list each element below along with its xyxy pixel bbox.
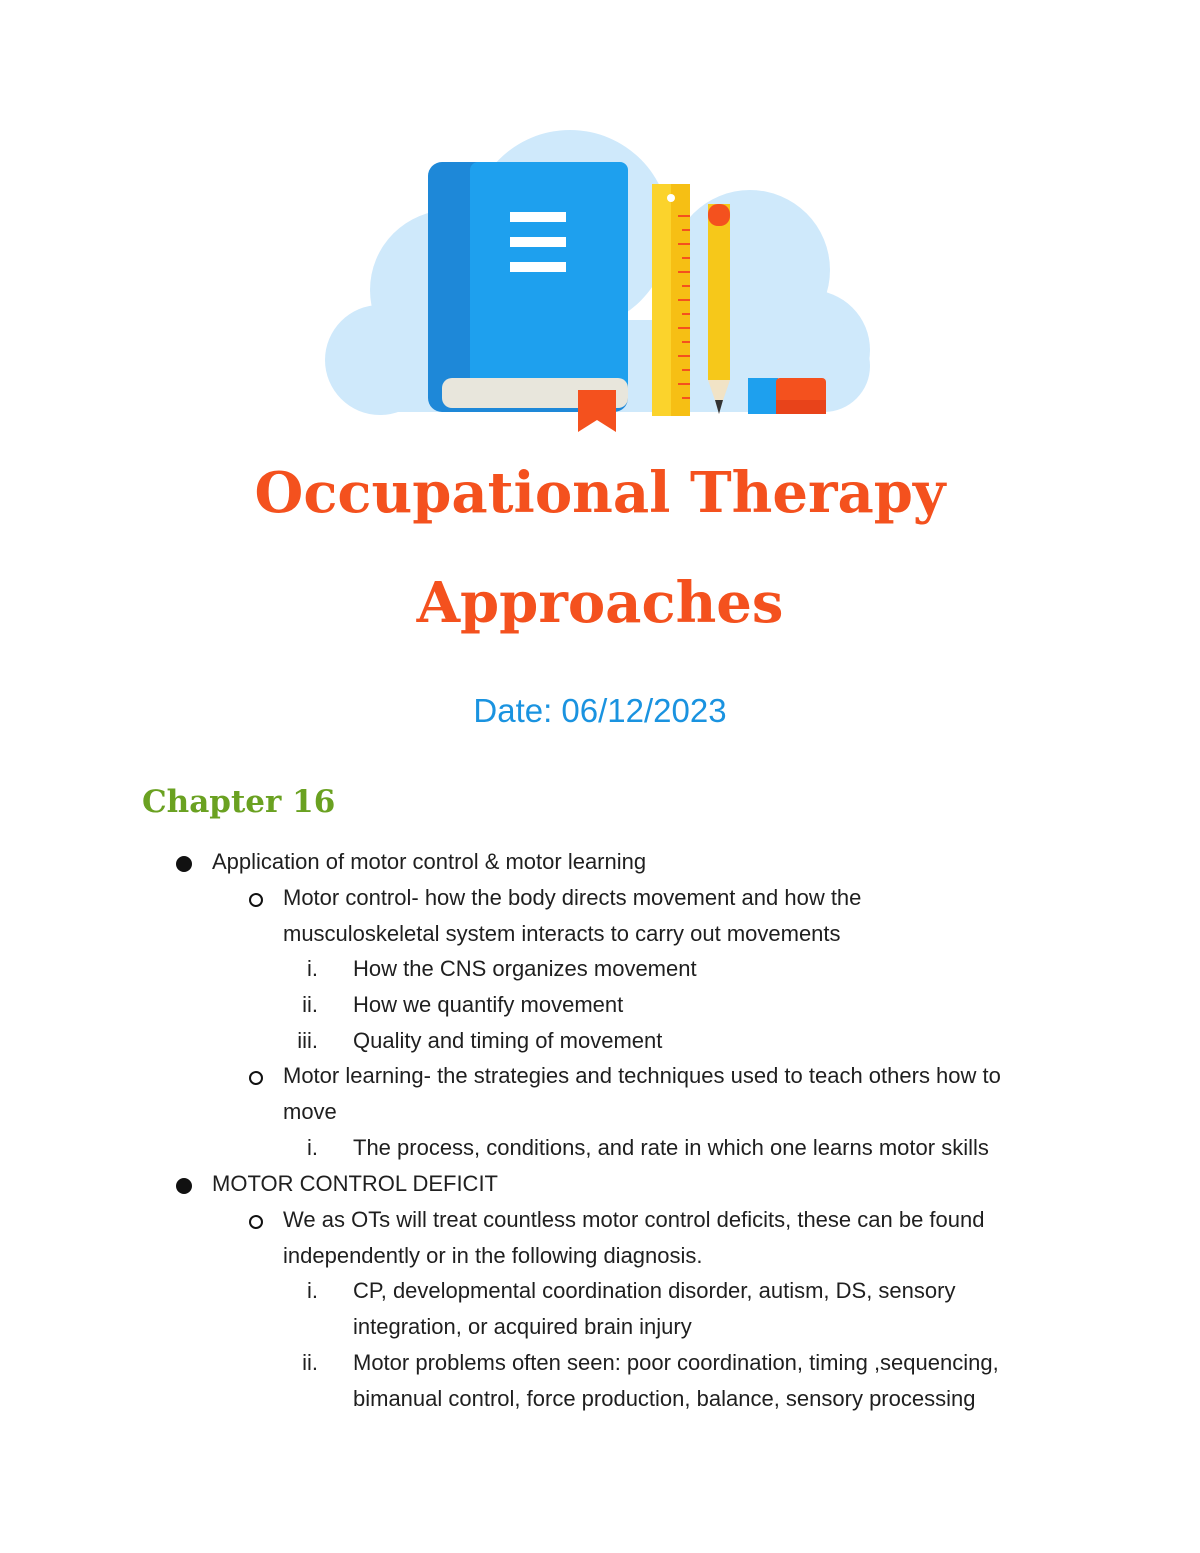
list-item: How the CNS organizes movement xyxy=(353,956,697,981)
list-item: How we quantify movement xyxy=(353,992,624,1017)
list-numeral: i. xyxy=(307,1135,318,1160)
book-ruler-pencil-illustration xyxy=(320,120,880,440)
list-item: Motor learning- the strategies and techniques used to teach others how to xyxy=(283,1063,1001,1088)
bullet-disc-icon xyxy=(176,856,192,872)
list-item: Motor control- how the body directs movement and how the xyxy=(283,885,862,910)
bullet-disc-icon xyxy=(176,1178,192,1194)
list-item-continued: musculoskeletal system interacts to carry out movements xyxy=(283,921,841,946)
bullet-circle-icon xyxy=(249,1215,263,1229)
list-item: Application of motor control & motor learning xyxy=(212,849,647,874)
list-item-continued: bimanual control, force production, balance, sensory processing xyxy=(353,1386,976,1411)
list-item: Quality and timing of movement xyxy=(353,1028,663,1053)
list-item: We as OTs will treat countless motor control deficits, these can be found xyxy=(283,1207,985,1232)
list-item: CP, developmental coordination disorder, autism, DS, sensory xyxy=(353,1278,956,1303)
list-item: The process, conditions, and rate in which one learns motor skills xyxy=(353,1135,989,1160)
list-item-continued: move xyxy=(283,1099,337,1124)
list-item-continued: integration, or acquired brain injury xyxy=(353,1314,692,1339)
list-numeral: i. xyxy=(307,956,318,981)
list-item: Motor problems often seen: poor coordination, timing ,sequencing, xyxy=(353,1350,999,1375)
document-title-line-1: Occupational Therapy xyxy=(254,460,946,526)
document-date: Date: 06/12/2023 xyxy=(473,692,727,729)
list-item: MOTOR CONTROL DEFICIT xyxy=(212,1171,498,1196)
ruler-icon xyxy=(652,184,690,416)
list-numeral: ii. xyxy=(302,1350,318,1375)
pencil-icon xyxy=(708,204,730,414)
list-numeral: ii. xyxy=(302,992,318,1017)
list-numeral: i. xyxy=(307,1278,318,1303)
bullet-circle-icon xyxy=(249,1071,263,1085)
eraser-icon xyxy=(748,378,826,414)
list-numeral: iii. xyxy=(297,1028,318,1053)
list-item-continued: independently or in the following diagnosis. xyxy=(283,1243,703,1268)
bullet-circle-icon xyxy=(249,893,263,907)
book-icon xyxy=(428,162,628,432)
chapter-heading: Chapter 16 xyxy=(142,784,336,820)
document-title-line-2: Approaches xyxy=(416,570,784,636)
